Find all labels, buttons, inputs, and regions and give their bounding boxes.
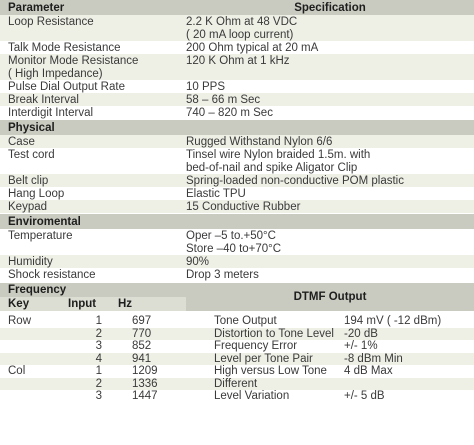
output-label-cell: Level per Tone Pair bbox=[214, 352, 313, 365]
table-row bbox=[0, 135, 474, 148]
frequency-subheader bbox=[0, 297, 186, 311]
table-row bbox=[0, 15, 474, 28]
parameter-cell: Keypad bbox=[8, 200, 48, 213]
frequency-title: Frequency bbox=[8, 284, 67, 296]
parameter-cell: Test cord bbox=[8, 148, 55, 161]
dtmf-section bbox=[0, 315, 474, 403]
specification-cell: Spring-loaded non-conductive POM plastic bbox=[186, 174, 404, 187]
input-cell: 2 bbox=[95, 327, 102, 340]
input-cell: 2 bbox=[95, 377, 102, 390]
specification-cell: Elastic TPU bbox=[186, 187, 246, 200]
output-label-cell: Tone Output bbox=[214, 315, 277, 328]
parameter-cell: Case bbox=[8, 135, 35, 148]
table-row bbox=[0, 54, 474, 67]
hz-cell: 1209 bbox=[132, 365, 158, 378]
dtmf-row bbox=[0, 340, 474, 353]
specification-cell: 2.2 K Ohm at 48 VDC bbox=[186, 15, 298, 28]
physical-section bbox=[0, 135, 474, 213]
dtmf-output-header bbox=[186, 283, 474, 311]
table-row bbox=[0, 200, 474, 213]
input-cell: 1 bbox=[95, 315, 102, 328]
hz-column-header: Hz bbox=[118, 298, 133, 310]
specification-cell: Tinsel wire Nylon braided 1.5m. with bbox=[186, 148, 371, 161]
table-row bbox=[0, 268, 474, 281]
key-cell: Col bbox=[8, 365, 26, 378]
parameter-cell: Humidity bbox=[8, 255, 53, 268]
table-row bbox=[0, 80, 474, 93]
specification-cell: 15 Conductive Rubber bbox=[186, 200, 301, 213]
parameter-header: Parameter bbox=[8, 1, 65, 14]
hz-cell: 1447 bbox=[132, 390, 158, 403]
parameter-cell: Shock resistance bbox=[8, 268, 96, 281]
output-label-cell: Frequency Error bbox=[214, 340, 298, 353]
dtmf-header bbox=[0, 283, 474, 311]
output-label-cell: Different bbox=[214, 377, 258, 390]
table-row bbox=[0, 161, 474, 174]
parameter-cell: Monitor Mode Resistance bbox=[8, 54, 139, 67]
parameter-cell: Hang Loop bbox=[8, 187, 65, 200]
specification-cell: 10 PPS bbox=[186, 80, 225, 93]
output-label-cell: High versus Low Tone bbox=[214, 365, 327, 378]
dtmf-row bbox=[0, 315, 474, 328]
parameter-cell: Interdigit Interval bbox=[8, 106, 94, 119]
specification-cell: 200 Ohm typical at 20 mA bbox=[186, 41, 319, 54]
input-cell: 3 bbox=[95, 340, 102, 353]
specification-cell: 740 – 820 m Sec bbox=[186, 106, 273, 119]
output-value-cell: -8 dBm Min bbox=[344, 352, 403, 365]
hz-cell: 1336 bbox=[132, 377, 158, 390]
input-cell: 3 bbox=[95, 390, 102, 403]
specification-cell: ( 20 mA loop current) bbox=[186, 28, 294, 41]
specification-header: Specification bbox=[294, 1, 366, 14]
dtmf-row bbox=[0, 328, 474, 341]
table-header bbox=[0, 0, 474, 15]
dtmf-output-title: DTMF Output bbox=[293, 291, 367, 303]
output-value-cell: -20 dB bbox=[344, 327, 378, 340]
electrical-section bbox=[0, 15, 474, 119]
hz-cell: 852 bbox=[132, 340, 152, 353]
output-value-cell: +/- 1% bbox=[344, 340, 378, 353]
table-row bbox=[0, 106, 474, 119]
table-row bbox=[0, 41, 474, 54]
table-row bbox=[0, 67, 474, 80]
output-value-cell: +/- 5 dB bbox=[344, 390, 385, 403]
parameter-cell: Break Interval bbox=[8, 93, 79, 106]
table-row bbox=[0, 93, 474, 106]
specification-cell: Drop 3 meters bbox=[186, 268, 259, 281]
table-row bbox=[0, 174, 474, 187]
table-row bbox=[0, 242, 474, 255]
parameter-cell: ( High Impedance) bbox=[8, 67, 103, 80]
hz-cell: 941 bbox=[132, 352, 152, 365]
specification-cell: Rugged Withstand Nylon 6/6 bbox=[186, 135, 333, 148]
physical-section-title: Physical bbox=[0, 120, 474, 135]
parameter-cell: Pulse Dial Output Rate bbox=[8, 80, 125, 93]
dtmf-row bbox=[0, 353, 474, 366]
parameter-cell: Belt clip bbox=[8, 174, 49, 187]
table-row bbox=[0, 28, 474, 41]
dtmf-row bbox=[0, 378, 474, 391]
table-row bbox=[0, 148, 474, 161]
specification-cell: 90% bbox=[186, 255, 210, 268]
specification-cell: Oper –5 to.+50°C bbox=[186, 229, 276, 242]
parameter-cell: Loop Resistance bbox=[8, 15, 94, 28]
table-row bbox=[0, 255, 474, 268]
environmental-section-title: Enviromental bbox=[0, 214, 474, 229]
key-column-header: Key bbox=[8, 298, 30, 310]
hz-cell: 770 bbox=[132, 327, 152, 340]
output-label-cell: Distortion to Tone Level bbox=[214, 327, 334, 340]
hz-cell: 697 bbox=[132, 315, 152, 328]
specification-cell: Store –40 to+70°C bbox=[186, 242, 282, 255]
environmental-section bbox=[0, 229, 474, 281]
dtmf-row bbox=[0, 365, 474, 378]
specification-cell: 120 K Ohm at 1 kHz bbox=[186, 54, 290, 67]
input-cell: 4 bbox=[95, 352, 102, 365]
table-row bbox=[0, 229, 474, 242]
key-cell: Row bbox=[8, 315, 32, 328]
frequency-header bbox=[0, 283, 186, 311]
table-row bbox=[0, 187, 474, 200]
parameter-cell: Temperature bbox=[8, 229, 73, 242]
specification-cell: bed-of-nail and spike Aligator Clip bbox=[186, 161, 358, 174]
parameter-cell: Talk Mode Resistance bbox=[8, 41, 121, 54]
output-label-cell: Level Variation bbox=[214, 390, 290, 403]
output-value-cell: 194 mV ( -12 dBm) bbox=[344, 315, 442, 328]
input-column-header: Input bbox=[68, 298, 97, 310]
output-value-cell: 4 dB Max bbox=[344, 365, 393, 378]
input-cell: 1 bbox=[95, 365, 102, 378]
dtmf-row bbox=[0, 390, 474, 403]
specification-cell: 58 – 66 m Sec bbox=[186, 93, 261, 106]
